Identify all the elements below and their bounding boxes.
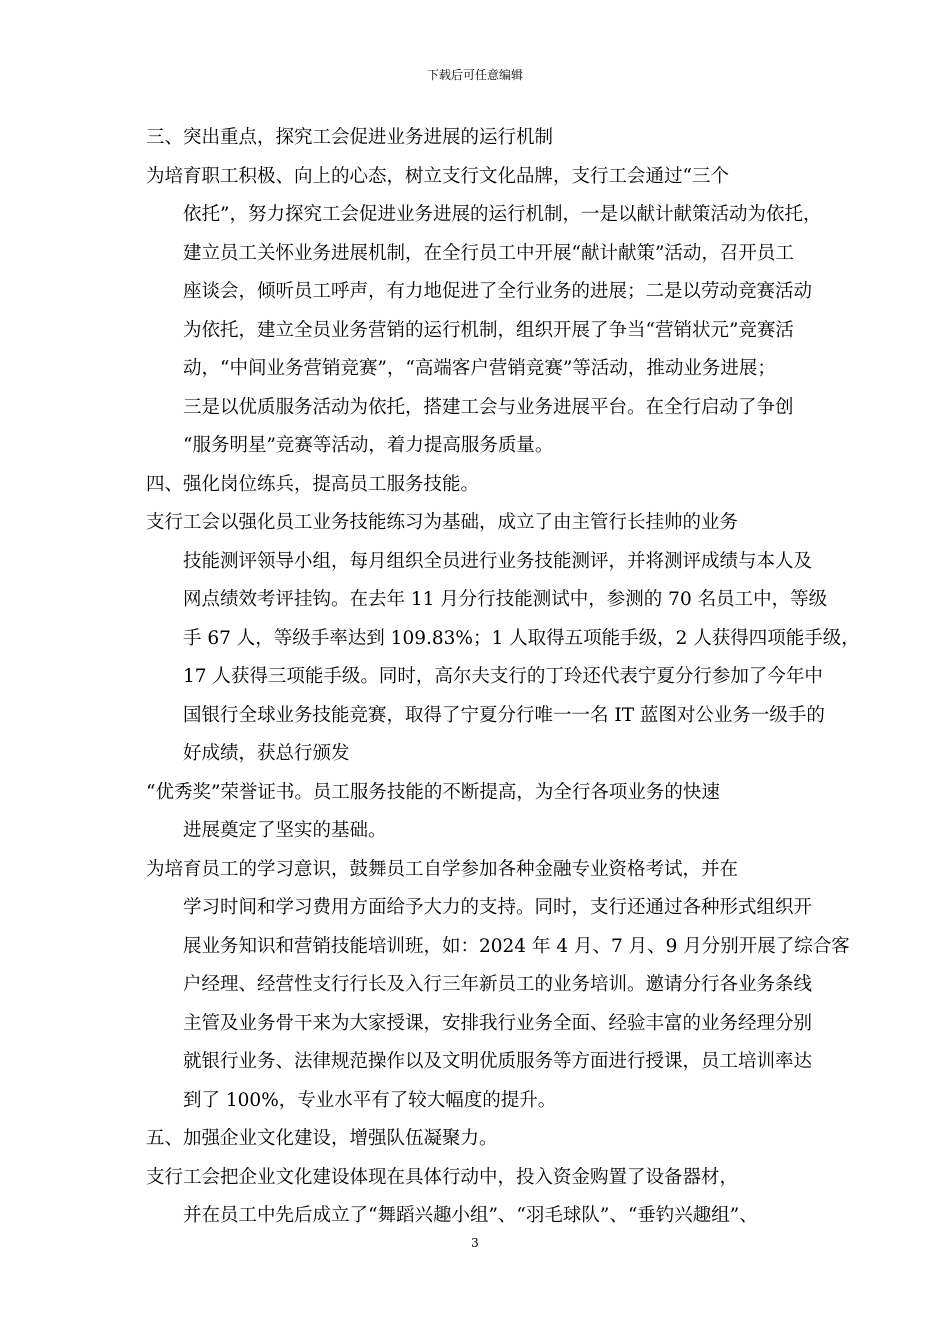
text-line: 展业务知识和营销技能培训班，如：2024 年 4 月、7 月、9 月分别开展了综合客: [183, 935, 850, 957]
body-paragraph: [146, 1159, 816, 1236]
section-heading-4: [146, 466, 816, 505]
text-line: 17 人获得三项能手级。同时，高尔夫支行的丁玲还代表宁夏分行参加了今年中: [183, 666, 823, 687]
text-line: 到了 100%，专业水平有了较大幅度的提升。: [183, 1089, 557, 1111]
text-line: 并在员工中先后成立了“舞蹈兴趣小组”、“羽毛球队”、“垂钓兴趣组”、: [183, 1205, 758, 1226]
text-line: 户经理、经营性支行行长及入行三年新员工的业务培训。邀请分行各业务条线: [183, 974, 813, 995]
text-line: 支行工会以强化员工业务技能练习为基础，成立了由主管行长挂帅的业务: [146, 512, 739, 533]
text-line: 为培育员工的学习意识，鼓舞员工自学参加各种金融专业资格考试，并在: [146, 858, 739, 880]
text-line: 三、突出重点，探究工会促进业务进展的运行机制: [146, 127, 554, 148]
section-heading-5: [146, 1120, 816, 1159]
text-line: “服务明星”竞赛等活动，着力提高服务质量。: [183, 435, 554, 456]
text-line: 依托”，努力探究工会促进业务进展的运行机制，一是以献计献策活动为依托，: [183, 204, 822, 225]
page-header: 下载后可任意编辑: [426, 68, 523, 82]
text-line: 进展奠定了坚实的基础。: [183, 820, 387, 841]
text-line: 四、强化岗位练兵，提高员工服务技能。: [146, 473, 480, 495]
text-line: 三是以优质服务活动为依托，搭建工会与业务进展平台。在全行启动了争创: [183, 396, 794, 418]
text-line: 为依托，建立全员业务营销的运行机制，组织开展了争当“营销状元”竞赛活: [183, 319, 794, 341]
text-line: 支行工会把企业文化建设体现在具体行动中，投入资金购置了设备器材，: [146, 1166, 739, 1188]
text-line: “优秀奖”荣誉证书。员工服务技能的不断提高，为全行各项业务的快速: [146, 781, 720, 803]
text-line: 为培育职工积极、向上的心态，树立支行文化品牌，支行工会通过“三个: [146, 165, 729, 187]
text-line: 座谈会，倾听员工呼声，有力地促进了全行业务的进展；二是以劳动竞赛活动: [183, 281, 813, 302]
text-line: 学习时间和学习费用方面给予大力的支持。同时，支行还通过各种形式组织开: [183, 897, 813, 918]
text-line: 国银行全球业务技能竞赛，取得了宁夏分行唯一一名 IT 蓝图对公业务一级手的: [183, 704, 825, 726]
text-line: 好成绩，获总行颁发: [183, 743, 350, 764]
body-paragraph: [146, 158, 822, 466]
text-line: 网点绩效考评挂钩。在去年 11 月分行技能测试中，参测的 70 名员工中，等级: [183, 589, 828, 610]
text-line: 技能测评领导小组，每月组织全员进行业务技能测评，并将测评成绩与本人及: [183, 550, 813, 572]
text-line: 手 67 人，等级手率达到 109.83%；1 人取得五项能手级，2 人获得四项能手级，: [183, 627, 860, 649]
section-heading-3: [146, 119, 816, 158]
body-paragraph: [146, 774, 816, 851]
text-line: 建立员工关怀业务进展机制，在全行员工中开展“献计献策”活动，召开员工: [183, 242, 794, 264]
body-paragraph: [146, 504, 860, 774]
body-paragraph: [146, 851, 850, 1121]
document-body: [146, 119, 860, 1236]
page-number: 3: [471, 1236, 479, 1250]
text-line: 五、加强企业文化建设，增强队伍凝聚力。: [146, 1128, 498, 1149]
text-line: 动，“中间业务营销竞赛”，“高端客户营销竞赛”等活动，推动业务进展；: [183, 358, 776, 379]
text-line: 主管及业务骨干来为大家授课，安排我行业务全面、经验丰富的业务经理分别: [183, 1012, 813, 1034]
text-line: 就银行业务、法律规范操作以及文明优质服务等方面进行授课，员工培训率达: [183, 1051, 813, 1072]
